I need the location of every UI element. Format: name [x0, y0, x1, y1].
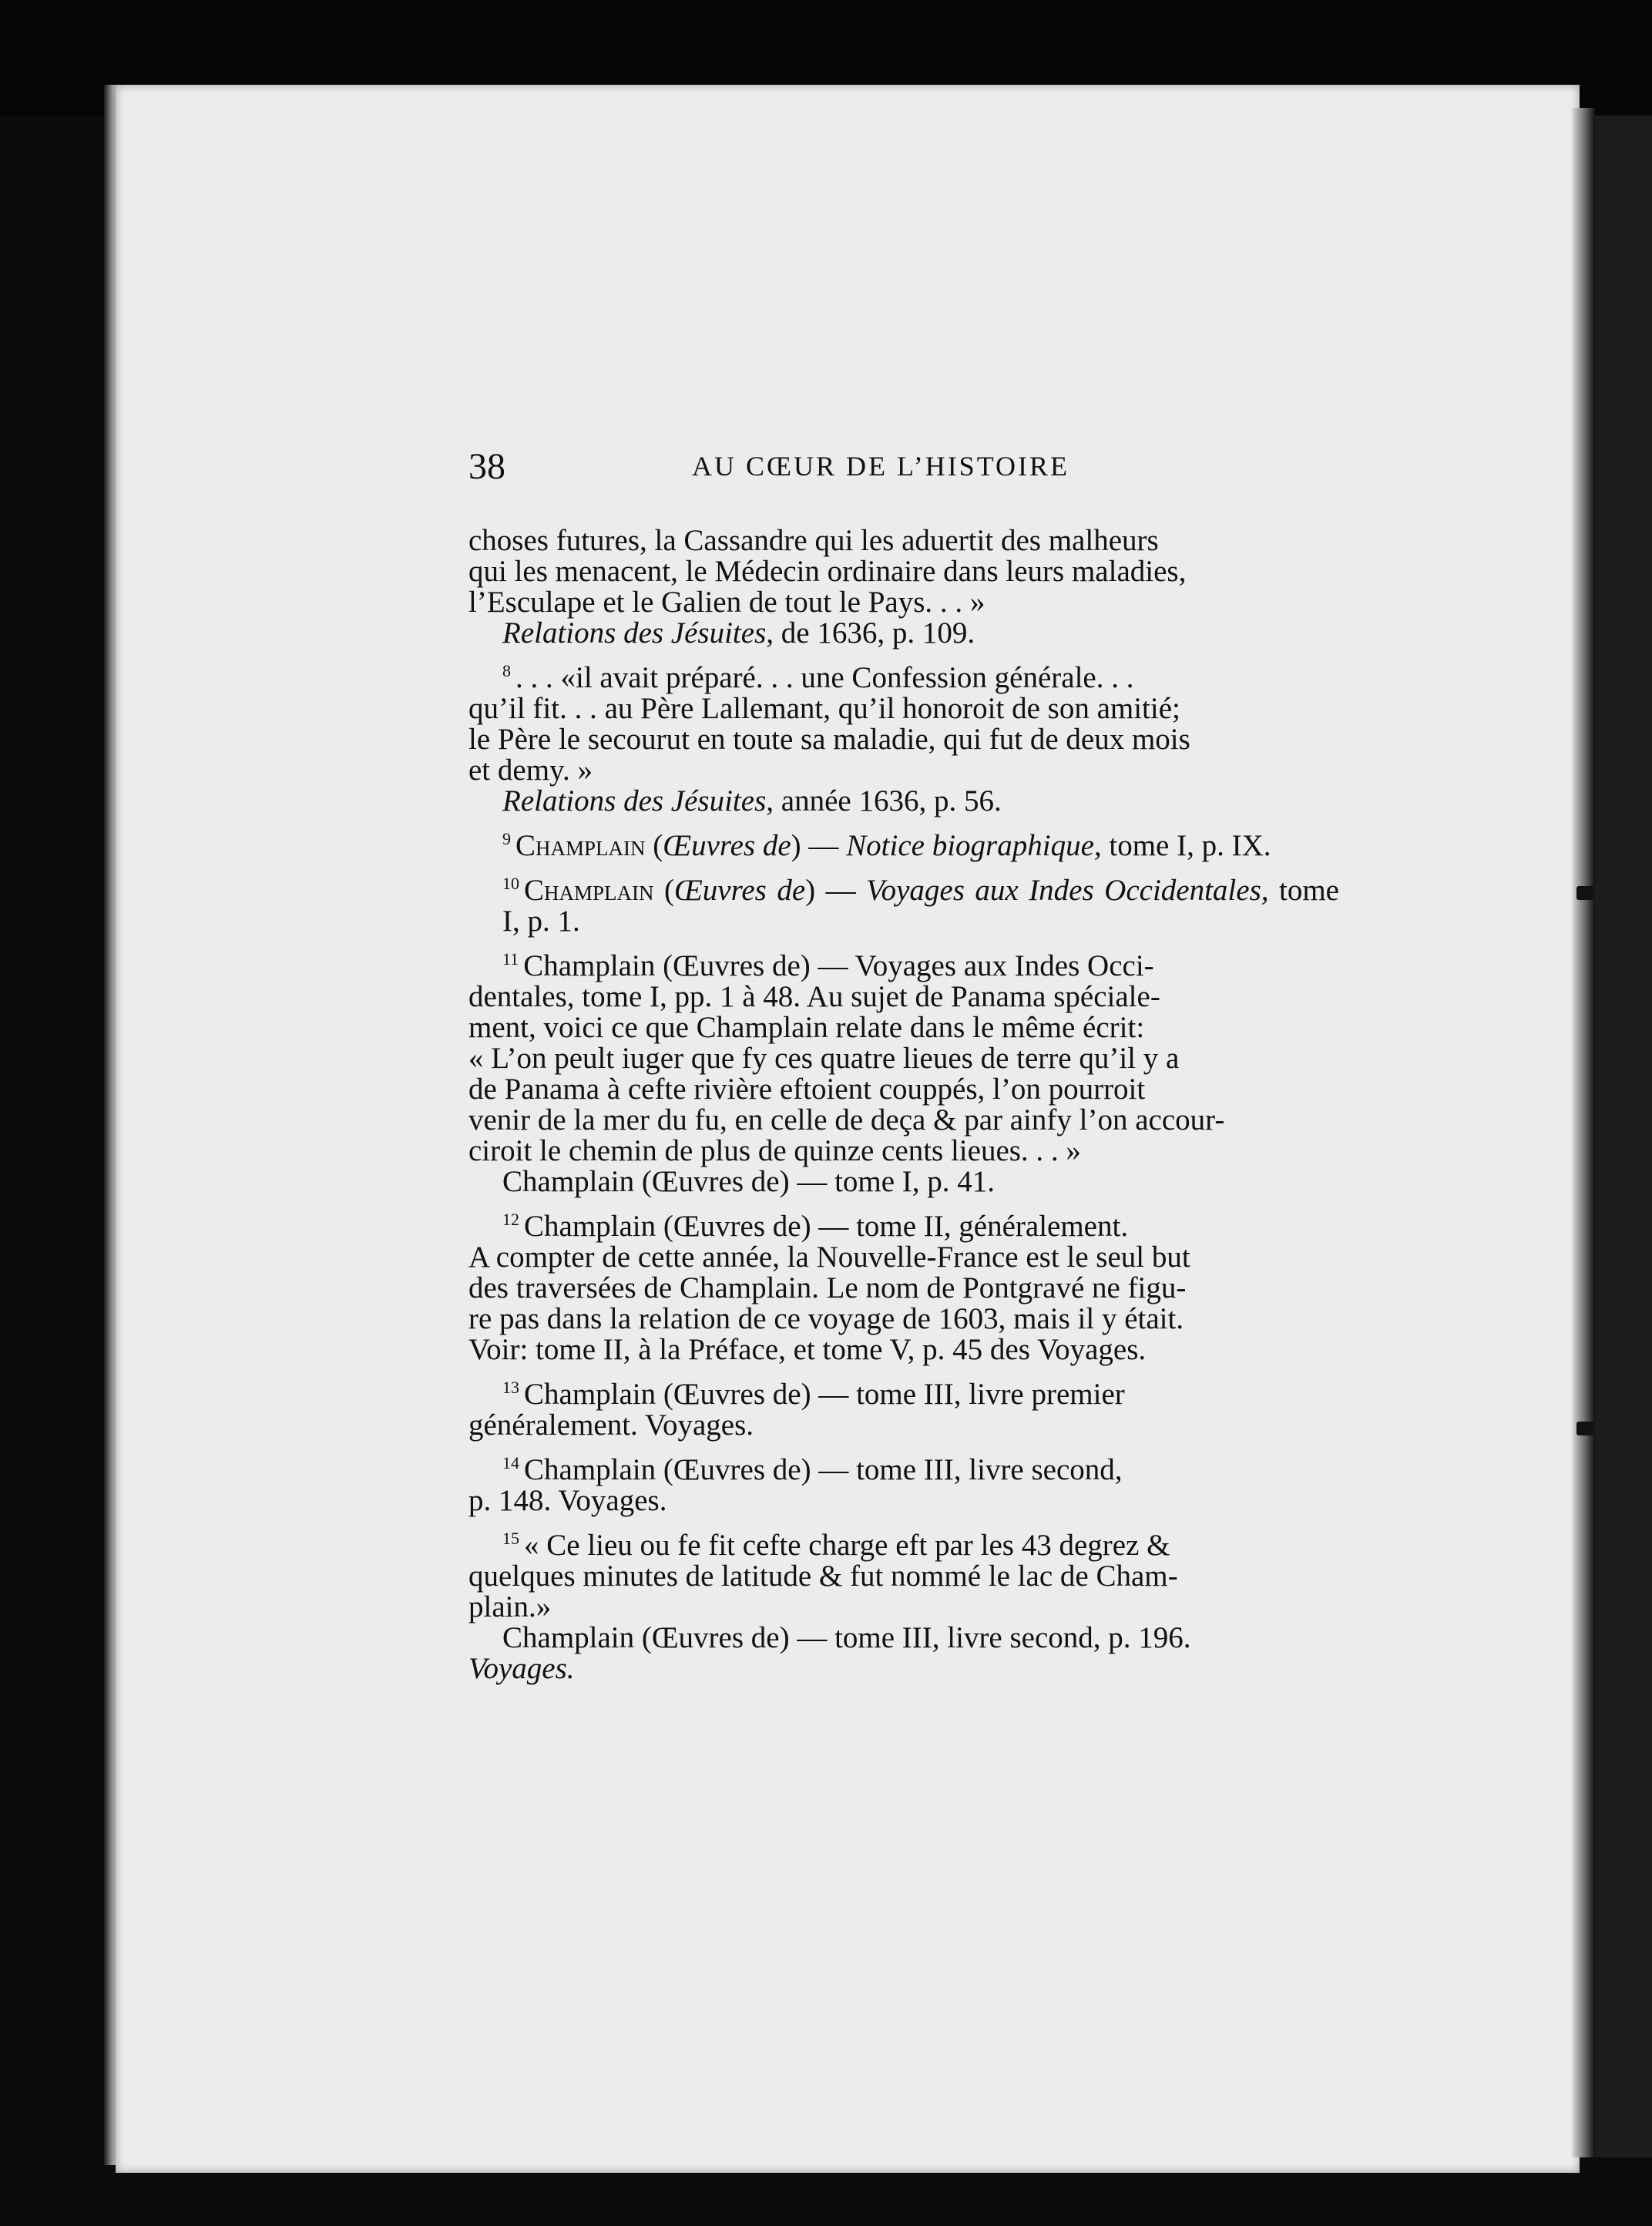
- text-line: choses futures, la Cassandre qui les aduertit des malheurs: [468, 524, 1159, 557]
- text-line: généralement. Voyages.: [468, 1408, 754, 1442]
- footnote-number: 15: [502, 1529, 519, 1548]
- page-header: [468, 445, 1339, 499]
- source-title: Voyages.: [468, 1652, 575, 1685]
- text-line: « L’on peult iuger que fy ces quatre lieues de terre qu’il y a: [468, 1042, 1180, 1075]
- source-citation: Champlain (Œuvres de) — tome I, p. 41.: [502, 1165, 996, 1198]
- page-right-edge: [1572, 108, 1595, 2157]
- source-citation: [468, 786, 1339, 817]
- footnote-12: [468, 1211, 1339, 1365]
- text-line: de Panama à cefte rivière eftoient couppés, l’on pourroit: [468, 1073, 1146, 1106]
- footnote-14: [468, 1455, 1339, 1516]
- text-line: plain.»: [468, 1590, 552, 1623]
- text-line: ment, voici ce que Champlain relate dans le même écrit:: [468, 1011, 1145, 1044]
- footnote-number: 8: [502, 661, 511, 680]
- footnote-13: [468, 1379, 1339, 1441]
- footnotes-body: [468, 525, 1339, 1698]
- footnote-11: [468, 951, 1339, 1197]
- footnote-number: 14: [502, 1453, 519, 1472]
- text-line: $^{13}$ Champlain (Œuvres de) — tome III, livre premier: [502, 1378, 1125, 1411]
- text-line: venir de la mer du fu, en celle de deça & par ainfy l’on accour-: [468, 1103, 1225, 1137]
- footnote-15: [468, 1530, 1339, 1684]
- text-line: $^{11}$ Champlain (Œuvres de) — Voyages aux Indes Occi-: [502, 949, 1154, 982]
- footnote-number: 11: [502, 949, 519, 969]
- footnote-10: $^{10}$ Champlain (Œuvres de) — Voyages aux Indes Occidentales, tome I, p. 1.: [502, 874, 1339, 938]
- text-line: dentales, tome I, pp. 1 à 48. Au sujet de Panama spéciale-: [468, 980, 1160, 1013]
- text-line: des traversées de Champlain. Le nom de Pontgravé ne figu-: [468, 1271, 1187, 1304]
- text-line: quelques minutes de latitude & fut nommé le lac de Cham-: [468, 1560, 1178, 1593]
- binding-mark: [1576, 886, 1593, 900]
- footnote-number: 10: [502, 874, 519, 893]
- text-line: p. 148. Voyages.: [468, 1484, 667, 1517]
- page-number: 38: [468, 446, 505, 487]
- source-detail: année 1636, p. 56.: [774, 784, 1002, 818]
- source-title: Relations des Jésuites,: [502, 616, 774, 650]
- footnote-number: 9: [502, 829, 511, 848]
- text-line: $^{12}$ Champlain (Œuvres de) — tome II, généralement.: [502, 1210, 1129, 1243]
- text-line: qui les menacent, le Médecin ordinaire dans leurs maladies,: [468, 555, 1187, 588]
- running-title: AU CŒUR DE L’HISTOIRE: [692, 451, 1070, 482]
- text-line: le Père le secourut en toute sa maladie, qui fut de deux mois: [468, 723, 1190, 756]
- text-line: qu’il fit. . . au Père Lallemant, qu’il honoroit de son amitié;: [468, 692, 1180, 725]
- text-line: $^8$ . . . «il avait préparé. . . une Confession générale. . .: [502, 661, 1134, 694]
- text-line: l’Esculape et le Galien de tout le Pays. . . »: [468, 586, 985, 619]
- text-line: A compter de cette année, la Nouvelle-France est le seul but: [468, 1241, 1190, 1274]
- text-line: Voir: tome II, à la Préface, et tome V, p. 45 des Voyages.: [468, 1333, 1147, 1366]
- footnote-number: 13: [502, 1378, 519, 1397]
- source-citation: [468, 618, 1339, 649]
- text-line: $^{15}$ « Ce lieu ou fe fit cefte charge eft par les 43 degrez &: [502, 1529, 1170, 1562]
- text-line: re pas dans la relation de ce voyage de 1603, mais il y était.: [468, 1302, 1184, 1335]
- adjacent-page-edge: [1595, 116, 1652, 2157]
- text-line: ciroit le chemin de plus de quinze cents lieues. . . »: [468, 1134, 1081, 1167]
- text-line: $^{14}$ Champlain (Œuvres de) — tome III, livre second,: [502, 1453, 1123, 1486]
- text-line: et demy. »: [468, 754, 593, 787]
- source-citation: Champlain (Œuvres de) — tome III, livre second, p. 196.: [502, 1621, 1191, 1654]
- footnote-8: [468, 663, 1339, 817]
- source-title: Relations des Jésuites,: [502, 784, 774, 818]
- footnote-continuation: [468, 525, 1339, 649]
- source-detail: de 1636, p. 109.: [774, 616, 975, 650]
- binding-mark: [1576, 1422, 1593, 1435]
- footnote-9: $^9$ Champlain (Œuvres de) — Notice biographique, tome I, p. IX.: [502, 829, 1271, 862]
- footnote-number: 12: [502, 1210, 519, 1229]
